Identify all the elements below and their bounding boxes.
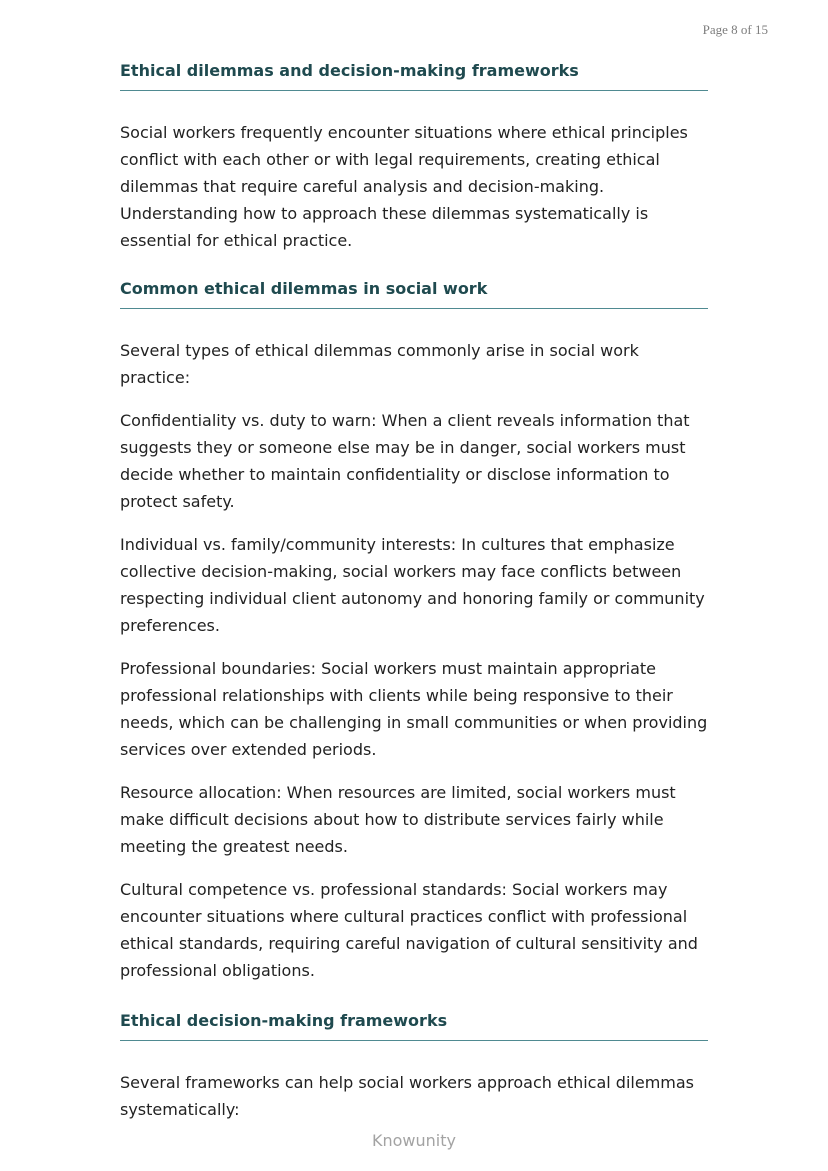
paragraph-confidentiality: Confidentiality vs. duty to warn: When a client reveals information that suggests they or someone else may be in danger, social workers must decide whether to maintain confidentiality or disclose information to protect safety.: [120, 411, 690, 511]
paragraph-individual-vs-family: Individual vs. family/community interests: In cultures that emphasize collective decision-making, social workers may face conflicts between respecting individual client autonomy and honoring family or community preferences.: [120, 535, 705, 635]
knowunity-watermark: Knowunity: [372, 1131, 456, 1150]
paragraph-professional-boundaries: Professional boundaries: Social workers must maintain appropriate professional relationships with clients while being responsive to their needs, which can be challenging in small communities or when providing services over extended periods.: [120, 659, 708, 759]
section-heading-ethical-dilemmas: Ethical dilemmas and decision-making frameworks: [120, 60, 708, 91]
section-heading-common-dilemmas: Common ethical dilemmas in social work: [120, 278, 708, 309]
paragraph-cultural-competence: Cultural competence vs. professional standards: Social workers may encounter situations where cultural practices conflict with professional ethical standards, requiring careful navigation of cultural sensitivity and professional obligations.: [120, 880, 698, 980]
paragraph-intro: Social workers frequently encounter situations where ethical principles conflict with each other or with legal requirements, creating ethical dilemmas that require careful analysis and decision-making. Understanding how to approach these dilemmas systematically is essential for ethical practice.: [120, 123, 688, 250]
paragraph-frameworks-intro: Several frameworks can help social workers approach ethical dilemmas systematically:: [120, 1073, 695, 1119]
paragraph-common-intro: Several types of ethical dilemmas commonly arise in social work practice:: [120, 341, 639, 387]
paragraph-resource-allocation: Resource allocation: When resources are limited, social workers must make difficult decisions about how to distribute services fairly while meeting the greatest needs.: [120, 783, 676, 856]
section-heading-frameworks: Ethical decision-making frameworks: [120, 1010, 708, 1041]
page-number: Page 8 of 15: [702, 22, 768, 37]
document-body: [120, 60, 708, 1123]
